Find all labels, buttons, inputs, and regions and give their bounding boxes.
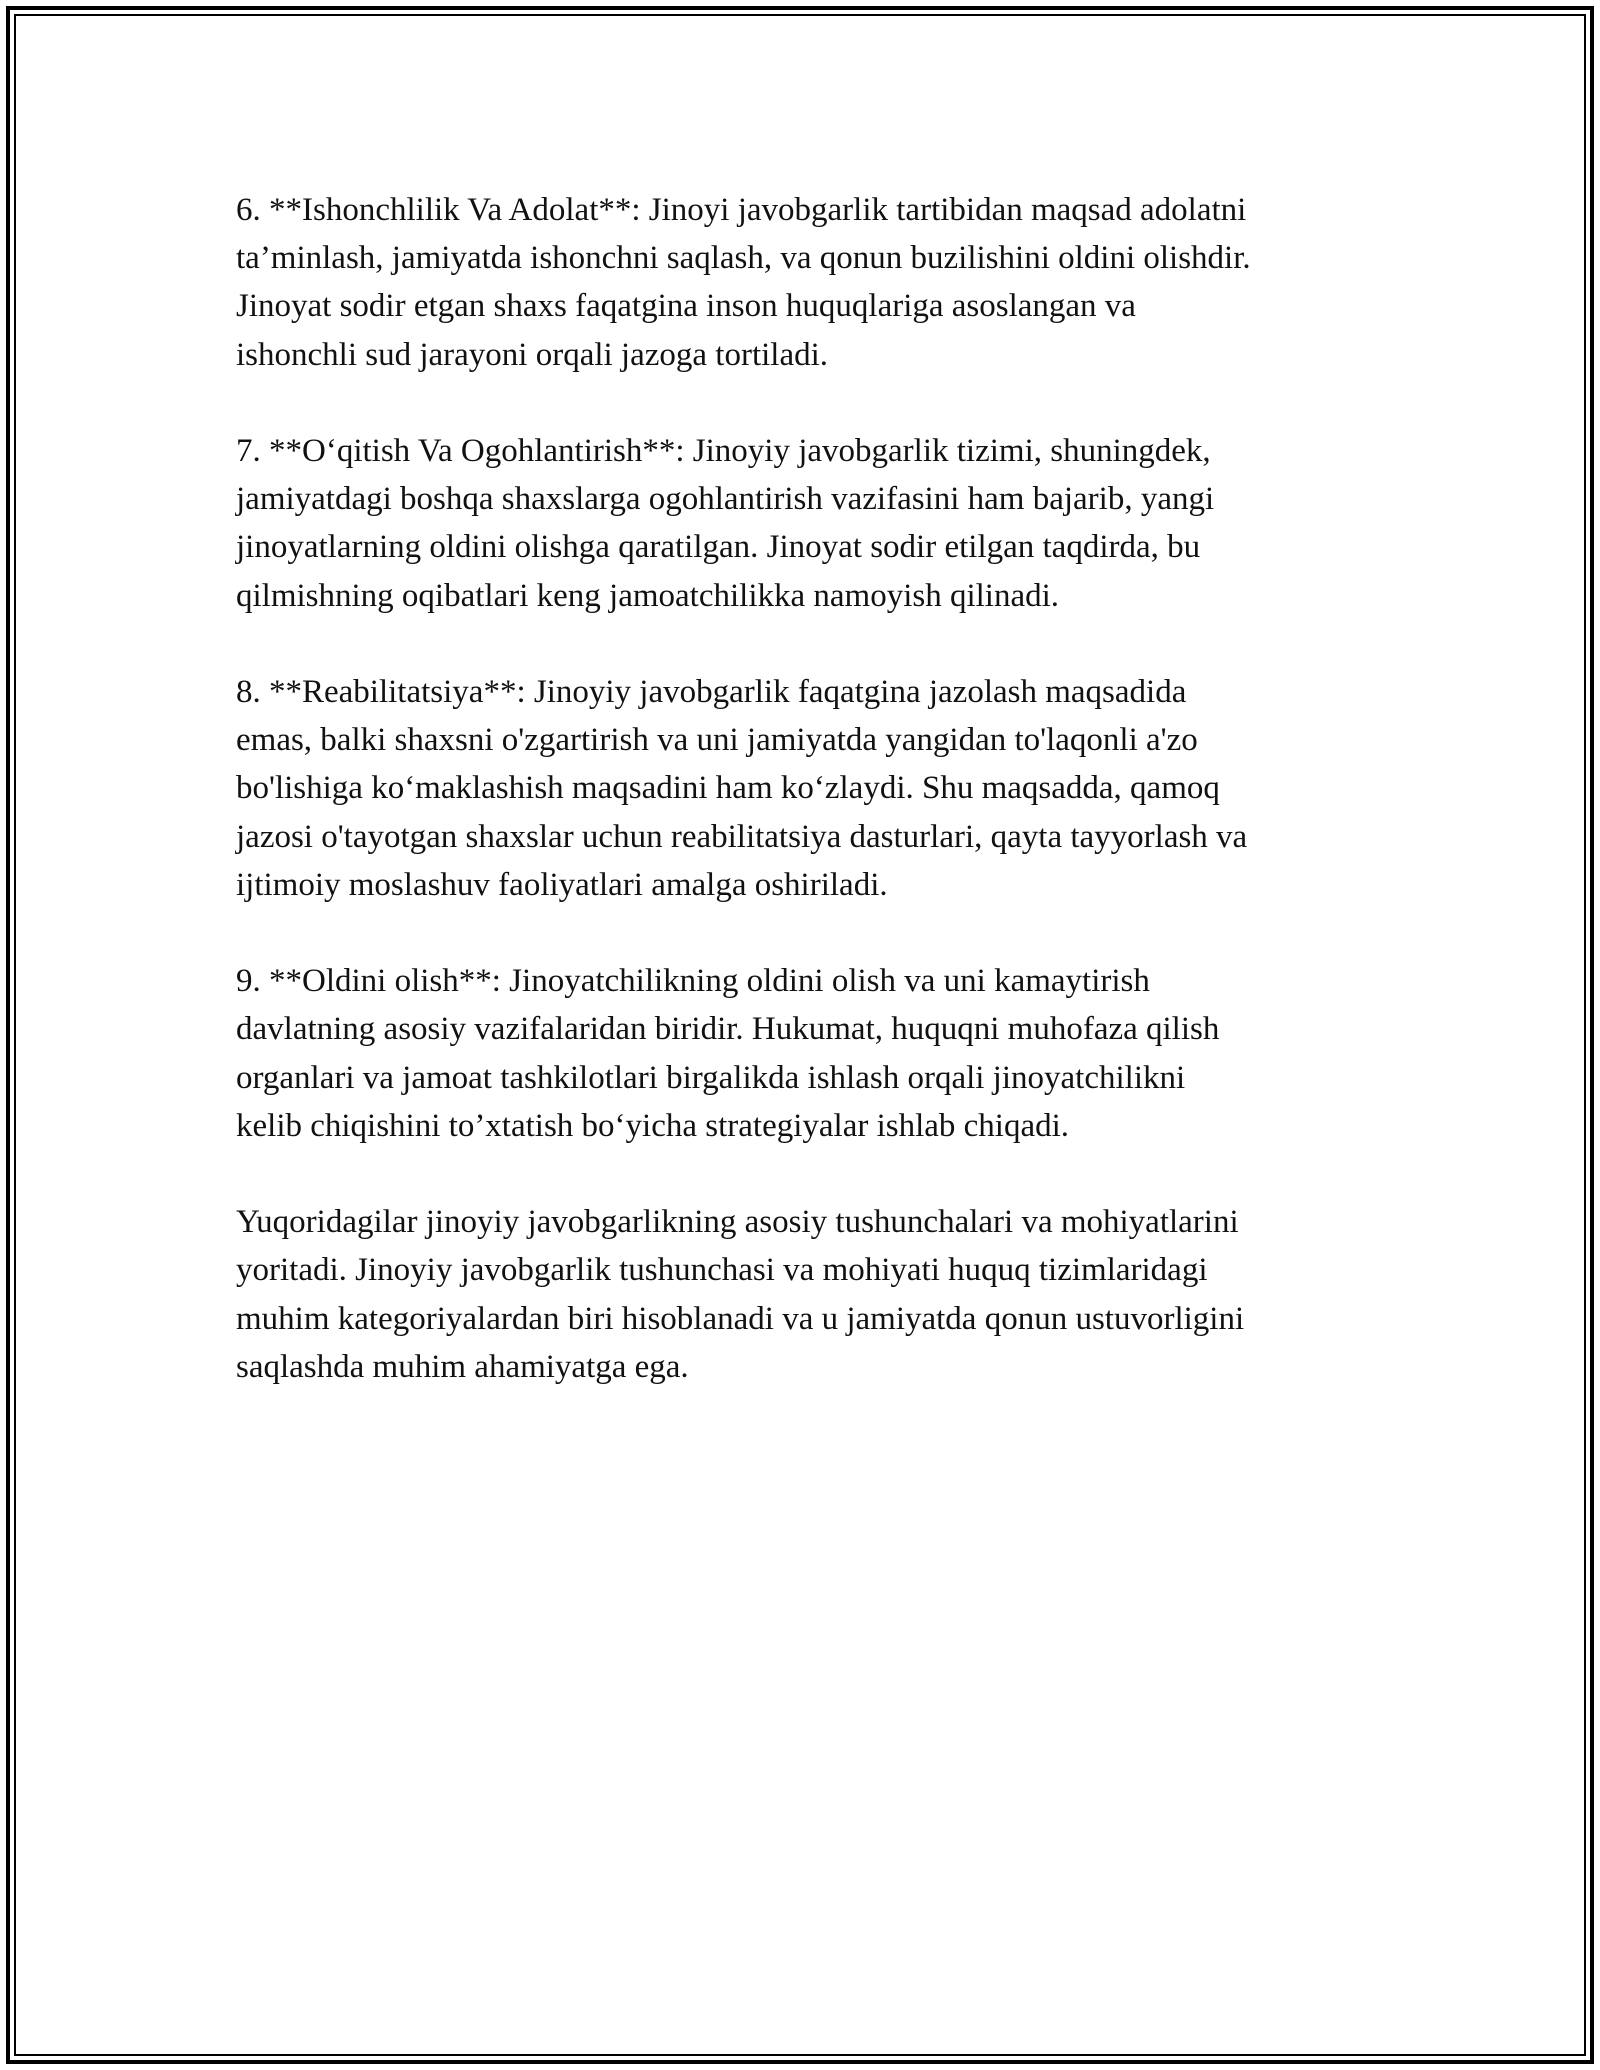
text-line: jazosi o'tayotgan shaxslar uchun reabilitatsiya dasturlari, qayta tayyorlash va [236, 818, 1248, 855]
text-line: yoritadi. Jinoyiy javobgarlik tushunchasi va mohiyati huquq tizimlaridagi [236, 1252, 1208, 1289]
text-line: saqlashda muhim ahamiyatga ega. [236, 1348, 689, 1385]
text-line: bo'lishiga ko‘maklashish maqsadini ham ko‘zlaydi. Shu maqsadda, qamoq [236, 770, 1220, 807]
text-line: ishonchli sud jarayoni orqali jazoga tortiladi. [236, 336, 829, 373]
paragraph-oqitish-va-ogohlantirish [236, 427, 1386, 620]
paragraph-reabilitatsiya [236, 668, 1386, 909]
text-line: emas, balki shaxsni o'zgartirish va uni jamiyatda yangidan to'laqonli a'zo [236, 722, 1198, 759]
text-line: Yuqoridagilar jinoyiy javobgarlikning asosiy tushunchalari va mohiyatlarini [236, 1204, 1239, 1241]
text-line: jamiyatdagi boshqa shaxslarga ogohlantirish vazifasini ham bajarib, yangi [236, 481, 1215, 518]
document-body [236, 186, 1386, 1391]
text-line: organlari va jamoat tashkilotlari birgalikda ishlash orqali jinoyatchilikni [236, 1059, 1186, 1096]
text-line: ta’minlash, jamiyatda ishonchni saqlash, va qonun buzilishini oldini olishdir. [236, 240, 1251, 277]
paragraph-conclusion [236, 1198, 1386, 1391]
text-line: 6. **Ishonchlilik Va Adolat**: Jinoyi javobgarlik tartibidan maqsad adolatni [236, 192, 1247, 228]
text-line: qilmishning oqibatlari keng jamoatchilikka namoyish qilinadi. [236, 577, 1060, 614]
text-line: kelib chiqishini to’xtatish bo‘yicha strategiyalar ishlab chiqadi. [236, 1107, 1070, 1144]
text-line: davlatning asosiy vazifalaridan biridir. Hukumat, huquqni muhofaza qilish [236, 1011, 1220, 1048]
paragraph-ishonchlilik-va-adolat [236, 186, 1386, 379]
text-line: muhim kategoriyalardan biri hisoblanadi va u jamiyatda qonun ustuvorligini [236, 1300, 1245, 1337]
text-line: 8. **Reabilitatsiya**: Jinoyiy javobgarlik faqatgina jazolash maqsadida [236, 674, 1187, 710]
text-line: jinoyatlarning oldini olishga qaratilgan. Jinoyat sodir etilgan taqdirda, bu [236, 529, 1201, 566]
text-line: Jinoyat sodir etgan shaxs faqatgina inson huquqlariga asoslangan va [236, 288, 1136, 325]
paragraph-oldini-olish [236, 957, 1386, 1150]
text-line: ijtimoiy moslashuv faoliyatlari amalga oshiriladi. [236, 866, 888, 903]
text-line: 7. **O‘qitish Va Ogohlantirish**: Jinoyiy javobgarlik tizimi, shuningdek, [236, 433, 1211, 469]
text-line: 9. **Oldini olish**: Jinoyatchilikning oldini olish va uni kamaytirish [236, 963, 1150, 1000]
